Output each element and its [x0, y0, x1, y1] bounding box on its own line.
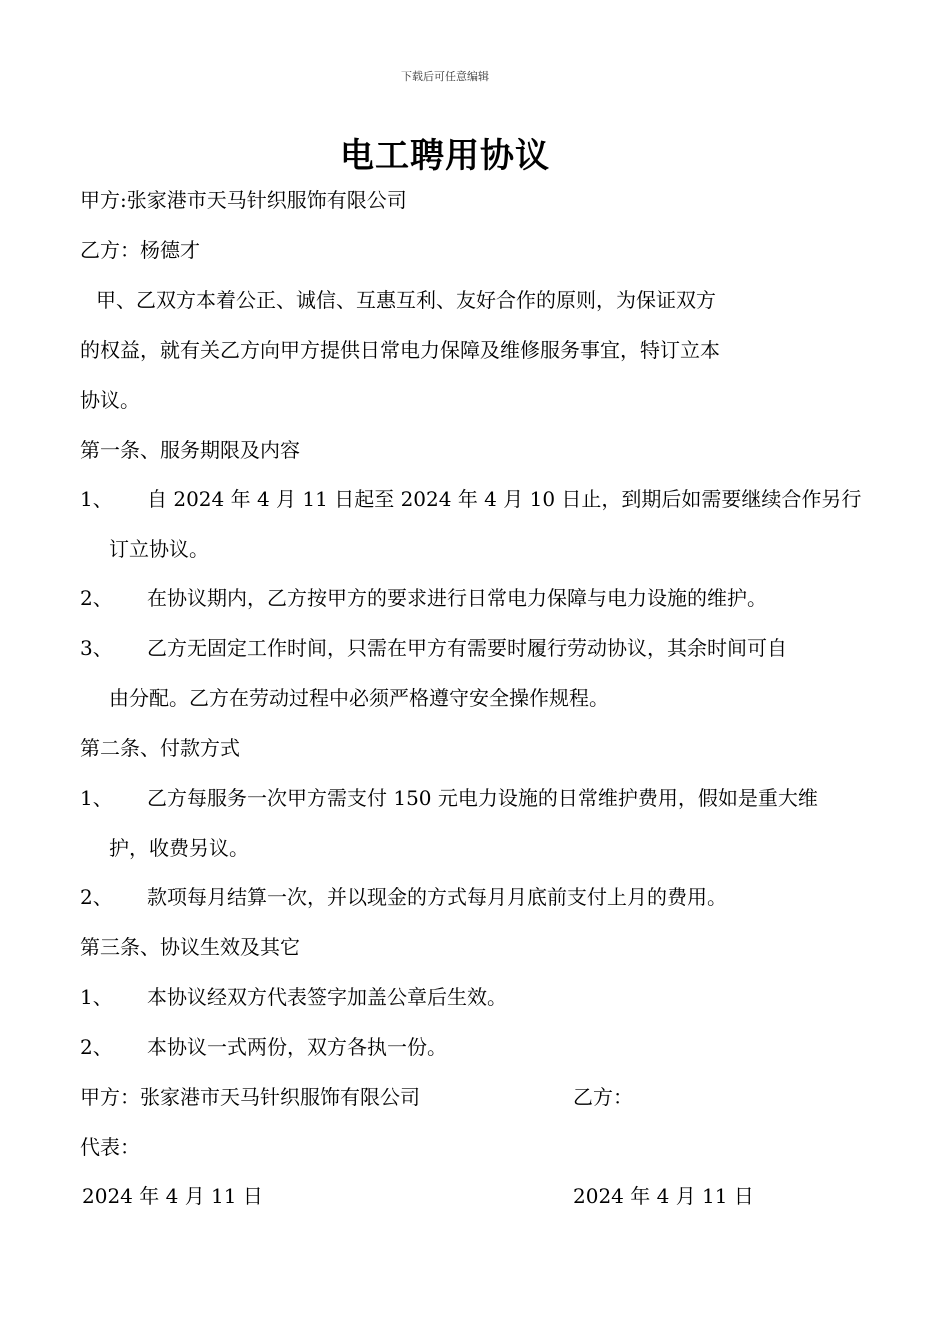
- item-number: 2、: [80, 586, 113, 610]
- article1-item1: [80, 485, 861, 513]
- item-number: 1、: [80, 985, 113, 1009]
- article2-item1: [80, 784, 818, 812]
- article1-item3-cont: 由分配。乙方在劳动过程中必须严格遵守安全操作规程。: [109, 686, 609, 710]
- article3-item1: [80, 983, 507, 1011]
- preamble-line-1: 甲、乙双方本着公正、诚信、互惠互利、友好合作的原则，为保证双方: [96, 288, 716, 312]
- signature-representative: 代表：: [80, 1135, 140, 1159]
- item-number: 2、: [80, 1035, 113, 1059]
- item-text: 在协议期内，乙方按甲方的要求进行日常电力保障与电力设施的维护。: [147, 586, 767, 610]
- item-text: 乙方每服务一次甲方需支付 150 元电力设施的日常维护费用，假如是重大维: [147, 786, 818, 810]
- item-number: 1、: [80, 786, 113, 810]
- article1-heading: 第一条、服务期限及内容: [80, 438, 300, 462]
- signature-date-a: 2024 年 4 月 11 日: [82, 1184, 263, 1208]
- document-title: 电工聘用协议: [340, 136, 550, 176]
- signature-date-b: 2024 年 4 月 11 日: [573, 1184, 754, 1208]
- article1-item1-cont: 订立协议。: [109, 537, 209, 561]
- item-text: 本协议一式两份，双方各执一份。: [147, 1035, 447, 1059]
- article2-item2: [80, 883, 727, 911]
- item-number: 1、: [80, 487, 113, 511]
- header-note: 下载后可任意编辑: [401, 70, 489, 83]
- preamble-line-3: 协议。: [80, 388, 140, 412]
- item-text: 本协议经双方代表签字加盖公章后生效。: [147, 985, 507, 1009]
- article1-item3: [80, 634, 787, 662]
- preamble-line-2: 的权益，就有关乙方向甲方提供日常电力保障及维修服务事宜，特订立本: [80, 338, 720, 362]
- signature-party-b: 乙方：: [573, 1085, 633, 1109]
- item-text: 自 2024 年 4 月 11 日起至 2024 年 4 月 10 日止，到期后如需要继续合作另行: [147, 487, 862, 511]
- party-a-line: 甲方:张家港市天马针织服饰有限公司: [80, 188, 407, 212]
- article2-heading: 第二条、付款方式: [80, 736, 240, 760]
- item-number: 2、: [80, 885, 113, 909]
- item-text: 款项每月结算一次，并以现金的方式每月月底前支付上月的费用。: [147, 885, 727, 909]
- item-number: 3、: [80, 636, 113, 660]
- article3-item2: [80, 1033, 447, 1061]
- article3-heading: 第三条、协议生效及其它: [80, 935, 300, 959]
- party-b-line: 乙方：杨德才: [80, 238, 200, 262]
- article2-item1-cont: 护，收费另议。: [109, 836, 249, 860]
- item-text: 乙方无固定工作时间，只需在甲方有需要时履行劳动协议，其余时间可自: [147, 636, 787, 660]
- article1-item2: [80, 584, 767, 612]
- signature-party-a: 甲方：张家港市天马针织服饰有限公司: [80, 1085, 420, 1109]
